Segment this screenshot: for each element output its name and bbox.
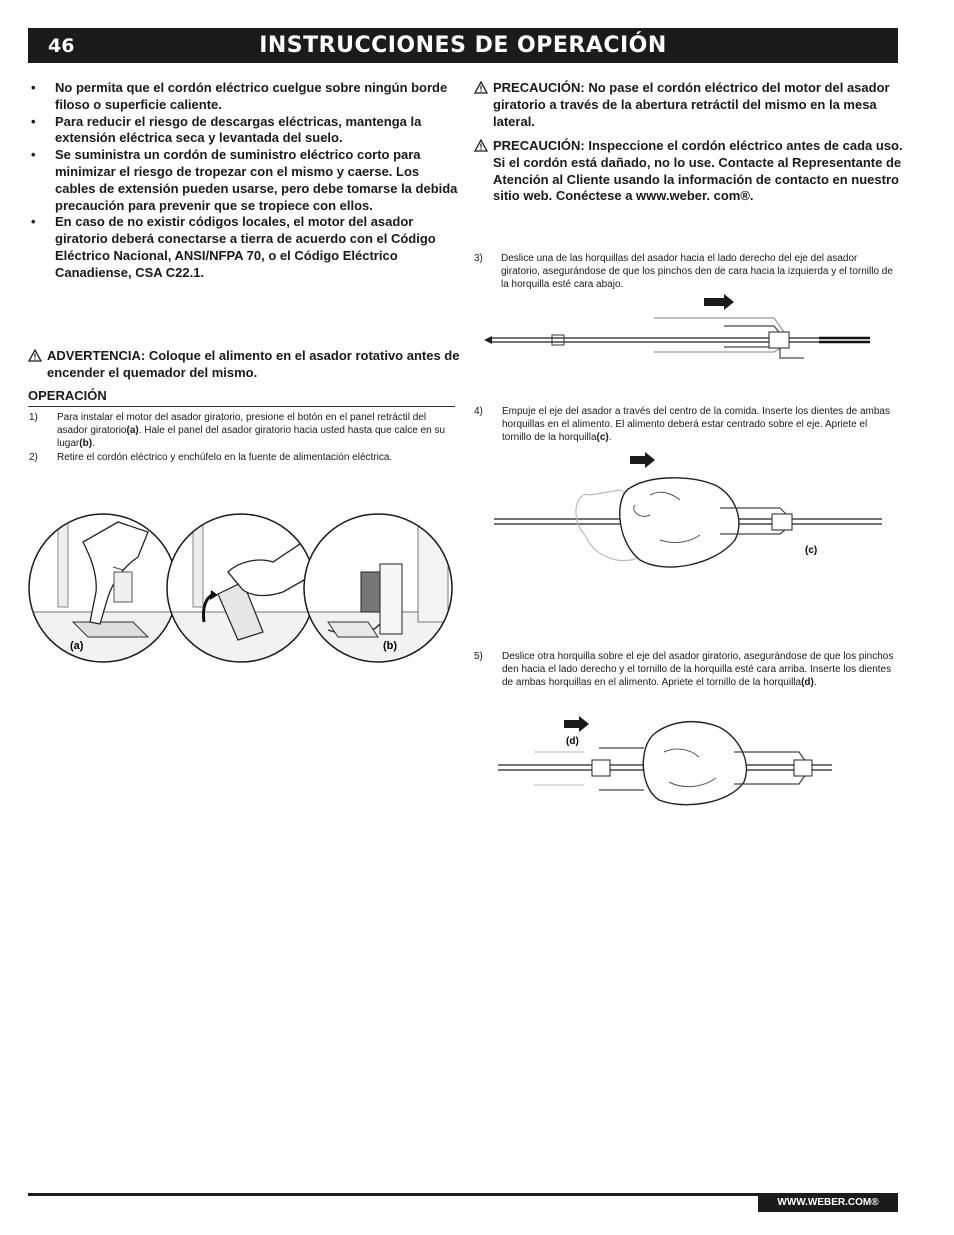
step-text-wrap — [474, 650, 894, 690]
page-title: INSTRUCCIONES DE OPERACIÓN — [259, 33, 667, 58]
figure-label-a: (a) — [70, 640, 84, 652]
step-text: . — [92, 438, 95, 450]
arrow-right-icon — [630, 452, 655, 468]
list-item: • Para reducir el riesgo de descargas eléctricas, mantenga la extensión eléctrica seca y levantada del suelo. — [28, 114, 458, 148]
figure-label-d: (d) — [566, 736, 579, 747]
caution-notice-2 — [474, 138, 917, 205]
page-header — [28, 28, 898, 63]
step-number: 3) — [474, 253, 483, 264]
step-number: 2) — [29, 451, 38, 463]
step-text: Para instalar el motor del asador giratorio, presione el botón en el panel retráctil del asador giratorio — [57, 412, 427, 437]
step-2 — [28, 451, 448, 464]
warning-triangle-icon — [474, 139, 488, 152]
warning-notice — [28, 348, 467, 382]
caution-text: PRECAUCIÓN: Inspeccione el cordón eléctrico antes de cada uso. Si el cordón está dañado, no lo use. Contacte al Representante de Atención al Cliente usando la información de contacto en nuestro sitio web. Conéctese a www.weber. com®. — [493, 138, 903, 204]
step-text: . — [813, 677, 817, 689]
arrow-right-icon — [564, 716, 589, 732]
safety-bullet-list — [28, 80, 458, 282]
arrow-right-icon — [704, 294, 734, 310]
page-number: 46 — [48, 35, 75, 57]
caution-text: PRECAUCIÓN: No pase el cordón eléctrico del motor del asador giratorio a través de la abertura retráctil del mismo en la mesa lateral. — [493, 80, 890, 129]
step-ref: (c) — [596, 432, 609, 444]
step-number: 4) — [474, 406, 483, 417]
step-3 — [474, 252, 894, 292]
second-fork-illustration — [494, 712, 839, 810]
step-text-wrap — [474, 405, 894, 445]
food-on-spit-illustration — [490, 450, 885, 575]
step-number: 1) — [29, 412, 38, 423]
step-5 — [474, 650, 894, 690]
step-4 — [474, 405, 894, 445]
step-ref: (a) — [126, 425, 139, 437]
warning-triangle-icon — [28, 349, 42, 362]
spit-fork-illustration — [484, 292, 884, 368]
figure-label-c: (c) — [805, 545, 818, 556]
step-text: Empuje el eje del asador a través del centro de la comida. Inserte los dientes de ambas horquillas en el alimento. El alimento deberá estar centrado sobre el eje. Apriete el tornillo de la horquilla — [502, 406, 890, 444]
step-text: Deslice una de las horquillas del asador hacia el lado derecho del eje del asador giratorio, asegurándose de que los pinchos den de cara hacia la izquierda y el tornillo de la horquilla esté cara abajo. — [501, 253, 893, 291]
list-item: • En caso de no existir códigos locales, el motor del asador giratorio deberá conectarse a tierra de acuerdo con el Código Eléctrico Nacional, ANSI/NFPA 70, o el Código Eléctrico Canadiense, CSA C22.1. — [28, 214, 458, 281]
step-1 — [28, 411, 448, 451]
step-ref: (b) — [79, 438, 93, 450]
warning-text: ADVERTENCIA: Coloque el alimento en el asador rotativo antes de encender el quemador del mismo. — [47, 348, 460, 380]
warning-triangle-icon — [474, 81, 488, 94]
footer-url[interactable]: WWW.WEBER.COM® — [758, 1194, 898, 1212]
step-text: Deslice otra horquilla sobre el eje del asador giratorio, asegurándose de que los pinchos den hacia el lado derecho y el tornillo de la horquilla esté cara arriba. Inserte los dientes de ambas horquillas en el alimento. Apriete el tornillo de la horquilla — [502, 651, 894, 689]
steps-left — [28, 411, 448, 464]
list-item: • No permita que el cordón eléctrico cuelgue sobre ningún borde filoso o superficie caliente. — [28, 80, 458, 114]
step-ref: (d) — [801, 677, 814, 689]
section-heading: OPERACIÓN — [28, 388, 455, 407]
step-text: . Hale el panel del asador giratorio hacia usted hasta que calce en su lugar — [57, 425, 446, 450]
list-item: • Se suministra un cordón de suministro eléctrico corto para minimizar el riesgo de tropezar con el mismo y caerse. Los cables de extensión pueden usarse, pero debe tomarse la debida precaución para prevenir que se tropiece con ellos. — [28, 147, 458, 214]
install-motor-illustration — [28, 512, 456, 664]
step-text: Retire el cordón eléctrico y enchúfelo en la fuente de alimentación eléctrica. — [57, 451, 393, 463]
step-number: 5) — [474, 651, 483, 662]
figure-label-b: (b) — [383, 640, 398, 652]
step-text: . — [608, 432, 612, 444]
caution-notice-1 — [474, 80, 917, 130]
